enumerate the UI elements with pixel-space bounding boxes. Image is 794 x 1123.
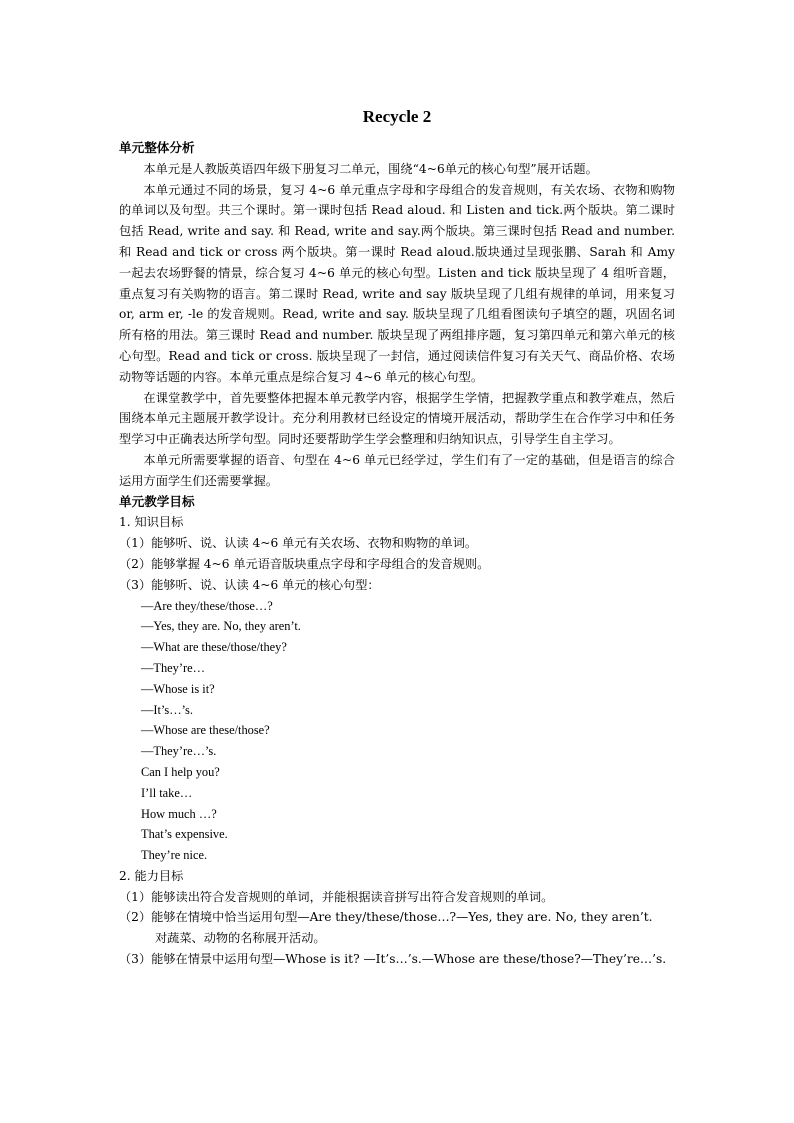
goal-knowledge-item-2: （2）能够掌握 4~6 单元语音版块重点字母和字母组合的发音规则。 bbox=[119, 556, 490, 571]
goal-ability-item-1: （1）能够读出符合发音规则的单词，并能根据读音拼写出符合发音规则的单词。 bbox=[119, 889, 554, 904]
analysis-paragraph-1: 本单元是人教版英语四年级下册复习二单元，围绕“4~6单元的核心句型”展开话题。 bbox=[143, 161, 598, 176]
analysis-paragraph-3: 在课堂教学中，首先要整体把握本单元教学内容，根据学生学情，把握教学重点和教学难点，然后围绕本单元主题展开教学设计。充分利用教材已经设定的情境开展活动，帮助学生在合作学习中和任务型学习中正确表达所学句型。同时还要帮助学生学会整理和归纳知识点，引导学生自主学习。 bbox=[119, 390, 675, 447]
goal-knowledge-item-3: （3）能够听、说、认读 4~6 单元的核心句型： bbox=[119, 577, 380, 592]
goal-ability-item-2-continued: 对蔬菜、动物的名称展开活动。 bbox=[155, 931, 326, 946]
section-heading-goals: 单元教学目标 bbox=[119, 493, 195, 509]
core-sentence: —Are they/these/those…? bbox=[141, 598, 273, 613]
core-sentence: —What are these/those/they? bbox=[141, 640, 287, 655]
goal-knowledge-label: 1. 知识目标 bbox=[119, 515, 184, 530]
core-sentence: —They’re…’s. bbox=[141, 744, 217, 759]
document-page bbox=[119, 0, 675, 1123]
document-body bbox=[119, 138, 675, 970]
core-sentence: How much …? bbox=[141, 806, 217, 821]
goal-ability-item-2: （2）能够在情境中恰当运用句型—Are they/these/those…?—Yes, they are. No, they aren’t. bbox=[119, 910, 653, 925]
goal-ability-label: 2. 能力目标 bbox=[119, 868, 184, 883]
goal-ability-item-3: （3）能够在情景中运用句型—Whose is it? —It’s…’s.—Whose are these/those?—They’re…’s. bbox=[119, 952, 667, 967]
core-sentence: I’ll take… bbox=[141, 785, 193, 800]
core-sentence: —Whose are these/those? bbox=[141, 723, 270, 738]
core-sentence: —It’s…’s. bbox=[141, 702, 193, 717]
section-heading-analysis: 单元整体分析 bbox=[119, 140, 195, 155]
core-sentence: They’re nice. bbox=[141, 848, 208, 863]
document-title: Recycle 2 bbox=[362, 107, 432, 126]
core-sentence: —Whose is it? bbox=[141, 681, 215, 696]
core-sentence: That’s expensive. bbox=[141, 827, 228, 842]
analysis-paragraph-2: 本单元通过不同的场景，复习 4~6 单元重点字母和字母组合的发音规则，有关农场、衣物和购物的单词以及句型。共三个课时。第一课时包括 Read aloud. 和 Listen and tick.两个版块。第二课时包括 Read, write and say. 和 Read, write and say.两个版块。第三课时包括 Read and number. 和 Read and tick or cross 两个版块。第一课时 Read aloud.版块通过呈现张鹏、Sarah 和 Amy 一起去农场野餐的情景，综合复习 4~6 单元的核心句型。Listen and tick 版块呈现了 4 组听音题，重点复习有关购物的语言。第二课时 Read, write and say 版块呈现了几组有规律的单词，用来复习 or, arm er, -le 的发音规则。Read, write and say. 版块呈现了几组看图读句子填空的题，巩固名词所有格的用法。第三课时 Read and number. 版块呈现了两组排序题，复习第四单元和第六单元的核心句型。Read and tick or cross. 版块呈现了一封信，通过阅读信件复习有关天气、商品价格、农场动物等话题的内容。本单元重点是综合复习 4~6 单元的核心句型。 bbox=[119, 182, 675, 384]
analysis-paragraph-4: 本单元所需要掌握的语音、句型在 4~6 单元已经学过，学生们有了一定的基础，但是语言的综合运用方面学生们还需要掌握。 bbox=[119, 452, 675, 488]
core-sentence: —Yes, they are. No, they aren’t. bbox=[141, 619, 301, 634]
core-sentence: —They’re… bbox=[141, 660, 205, 675]
core-sentence: Can I help you? bbox=[141, 764, 220, 779]
goal-knowledge-item-1: （1）能够听、说、认读 4~6 单元有关农场、衣物和购物的单词。 bbox=[119, 536, 478, 551]
